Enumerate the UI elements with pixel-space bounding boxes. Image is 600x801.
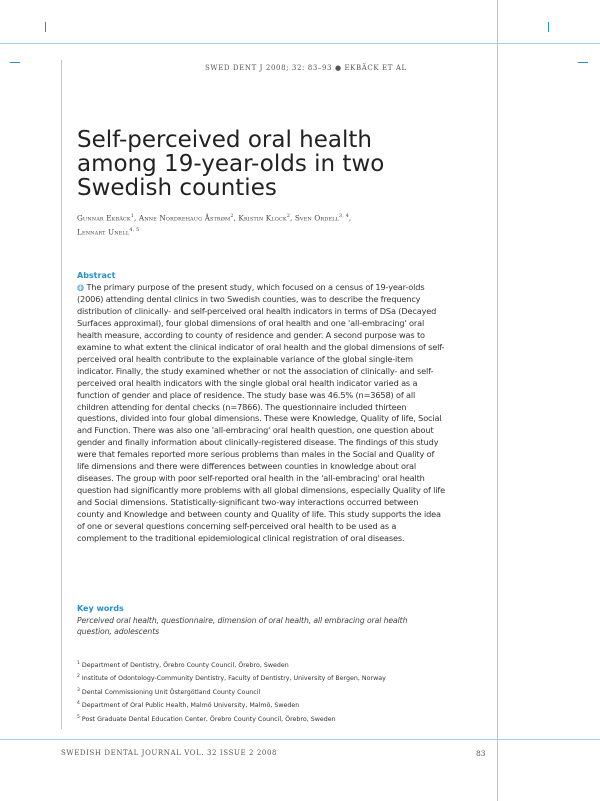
abstract-bullet-icon: ◍: [77, 282, 84, 292]
frame-line-right: [497, 0, 498, 801]
frame-line-left: [61, 60, 62, 729]
crop-mark-right: [578, 62, 588, 63]
affiliation-text: Post Graduate Dental Education Center, Örebro County Council, Örebro, Sweden: [81, 715, 336, 723]
author-affiliation-number: 2: [286, 213, 290, 219]
page-number: 83: [476, 749, 486, 758]
article-title: Self-perceived oral health among 19-year-olds in two Swedish counties: [77, 127, 385, 201]
affiliation-number: 2: [77, 674, 80, 680]
author-name: Anne Nordrehaug Åstrøm: [138, 213, 231, 223]
author-affiliation-number: 2: [230, 213, 234, 219]
author-affiliation-number: 3, 4: [338, 213, 349, 219]
crop-mark-top-left: [45, 22, 46, 32]
affiliation-number: 5: [77, 714, 80, 720]
author-affiliation-number: 1: [130, 213, 134, 219]
affiliation-text: Department of Oral Public Health, Malmö University, Malmö, Sweden: [81, 702, 300, 710]
affiliations-list: [77, 658, 437, 725]
affiliation-text: Department of Dentistry, Örebro County Council, Örebro, Sweden: [81, 662, 289, 670]
affiliation-number: 1: [77, 661, 80, 666]
author-name: Sven Ordell: [294, 213, 339, 223]
affiliation-item: [77, 698, 437, 711]
abstract-body: [77, 282, 447, 545]
footer-journal: SWEDISH DENTAL JOURNAL VOL. 32 ISSUE 2 2008: [61, 749, 278, 757]
frame-line-top: [0, 43, 600, 44]
affiliation-item: [77, 658, 437, 671]
keywords-text: Perceived oral health, questionnaire, dimension of oral health, all embracing oral health question, adolescents: [77, 616, 408, 636]
keywords-heading: Key words: [77, 604, 124, 613]
author-list: Gunnar Ekbäck$^1$, Anne Nordrehaug Åstrøm$^2$, Kristin Klock$^2$, Sven Ordell$^{3, 4}$, Lennart Unell$^{4, 5}$: [77, 213, 352, 237]
author-name: Kristin Klock: [238, 213, 287, 223]
affiliation-item: [77, 685, 437, 698]
abstract-heading: Abstract: [77, 271, 116, 280]
affiliation-number: 4: [77, 701, 80, 707]
affiliation-number: 3: [77, 687, 80, 693]
author-name: Gunnar Ekbäck: [77, 213, 131, 223]
frame-line-bottom: [0, 739, 600, 740]
running-head: SWED DENT J 2008; 32: 83–93 ● EKBÄCK ET AL: [205, 64, 407, 72]
crop-mark-top-right: [548, 22, 549, 32]
affiliation-text: Institute of Odontology-Community Dentistry, Faculty of Dentistry, University of Bergen, Norway: [81, 675, 386, 683]
abstract-text: The primary purpose of the present study, which focused on a census of 19-year-olds (2006) attending dental clinics in two Swedish counties, was to describe the frequency distribution of clinically- and self-perceived oral health indicators in terms of DSa (Decayed Surfaces approximal), four global dimensions of oral health and one 'all-embracing' oral health measure, according to county of residence and gender. A second purpose was to examine to what extent the clinical indicator of oral health and the global dimensions of self-perceived oral health contribute to the explainable variance of the global single-item indicator. Finally, the study examined whether or not the association of clinically- and self-perceived oral health indicators with the single global oral health indicator varied as a function of gender and place of residence. The study base was 46.5% (n=3658) of all children attending for dental checks (n=7866). The questionnaire included thirteen questions, divided into four global dimensions. These were Knowledge, Quality of life, Social and Function. There was also one 'all-embracing' oral health question, one question about gender and finally information about clinically-registered disease. The findings of this study were that females reported more serious problems than males in the Social and Quality of life dimensions and there were differences between counties in knowledge about oral diseases. The group with poor self-reported oral health in the 'all-embracing' oral health question had significantly more problems with all global dimensions, especially Quality of life and Social dimensions. Statistically-significant two-way interactions occurred between county and Knowledge and between county and Quality of life. This study supports the idea of one or several questions concerning self-perceived oral health to be used as a complement to the traditional epidemiological clinical registration of oral diseases.: [77, 282, 446, 544]
author-affiliation-number: 4, 5: [129, 227, 140, 234]
crop-mark-left: [10, 62, 20, 63]
author-name: Lennart Unell: [77, 227, 130, 237]
affiliation-item: [77, 671, 437, 684]
affiliation-item: [77, 712, 437, 725]
affiliation-text: Dental Commissioning Unit Östergötland County Council: [81, 688, 261, 696]
